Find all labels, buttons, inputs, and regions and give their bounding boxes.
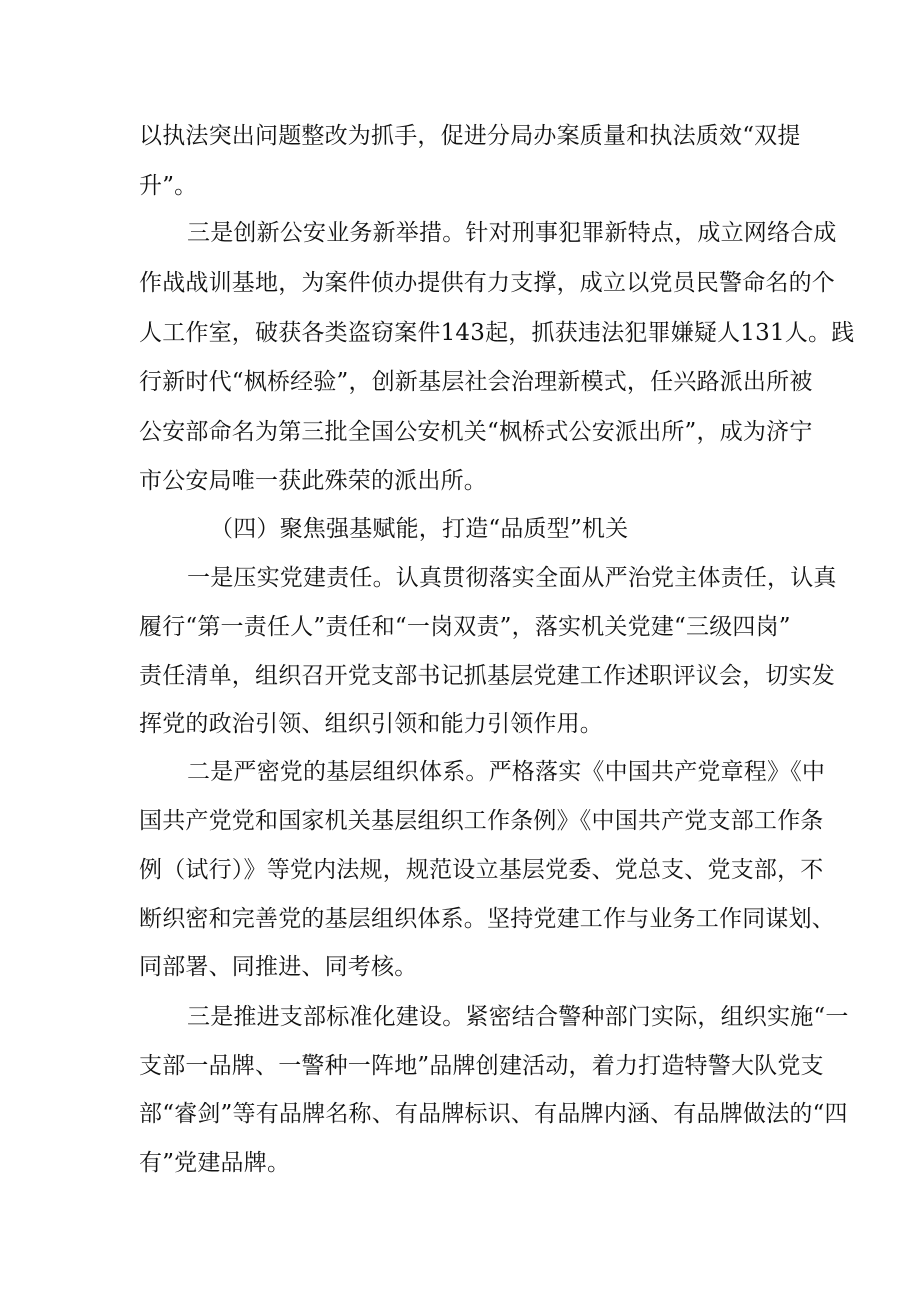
- text-line: 部“睿剑”等有品牌名称、有品牌标识、有品牌内涵、有品牌做法的“四: [139, 1101, 848, 1127]
- section-heading: （四）聚焦强基赋能，打造“品质型”机关: [210, 516, 629, 542]
- text-line: 履行“第一责任人”责任和“一岗双责”，落实机关党建“三级四岗”: [139, 614, 791, 640]
- text-line: 支部一品牌、一警种一阵地”品牌创建活动，着力打造特警大队党支: [139, 1053, 824, 1079]
- text-line: 人工作室，破获各类盗窃案件143起，抓获违法犯罪嫌疑人131人。践: [139, 320, 855, 346]
- text-line: 以执法突出问题整改为抓手，促进分局办案质量和执法质效“双提: [139, 123, 801, 149]
- text-line: 断织密和完善党的基层组织体系。坚持党建工作与业务工作同谋划、: [139, 906, 835, 932]
- paragraph-start-line: 三是创新公安业务新举措。针对刑事犯罪新特点，成立网络合成: [187, 220, 837, 246]
- text-line: 行新时代“枫桥经验”，创新基层社会治理新模式，任兴路派出所被: [139, 369, 813, 395]
- paragraph-start-line: 一是压实党建责任。认真贯彻落实全面从严治党主体责任，认真: [187, 565, 837, 591]
- text-line: 挥党的政治引领、组织引领和能力引领作用。: [139, 711, 603, 737]
- text-line: 国共产党党和国家机关基层组织工作条例》《中国共产党支部工作条: [139, 808, 824, 834]
- text-line: 市公安局唯一获此殊荣的派出所。: [139, 468, 487, 494]
- text-line: 例（试行）》等党内法规，规范设立基层党委、党总支、党支部，不: [139, 857, 824, 883]
- text-line: 同部署、同推进、同考核。: [139, 954, 418, 980]
- text-line: 责任清单，组织召开党支部书记抓基层党建工作述职评议会，切实发: [139, 663, 835, 689]
- text-line: 作战战训基地，为案件侦办提供有力支撑，成立以党员民警命名的个: [139, 270, 835, 296]
- paragraph-start-line: 二是严密党的基层组织体系。严格落实《中国共产党章程》《中: [187, 759, 826, 785]
- text-line: 有”党建品牌。: [139, 1150, 291, 1176]
- paragraph-start-line: 三是推进支部标准化建设。紧密结合警种部门实际，组织实施“一: [187, 1004, 849, 1030]
- text-line: 升”。: [139, 173, 198, 199]
- text-line: 公安部命名为第三批全国公安机关“枫桥式公安派出所”，成为济宁: [139, 419, 813, 445]
